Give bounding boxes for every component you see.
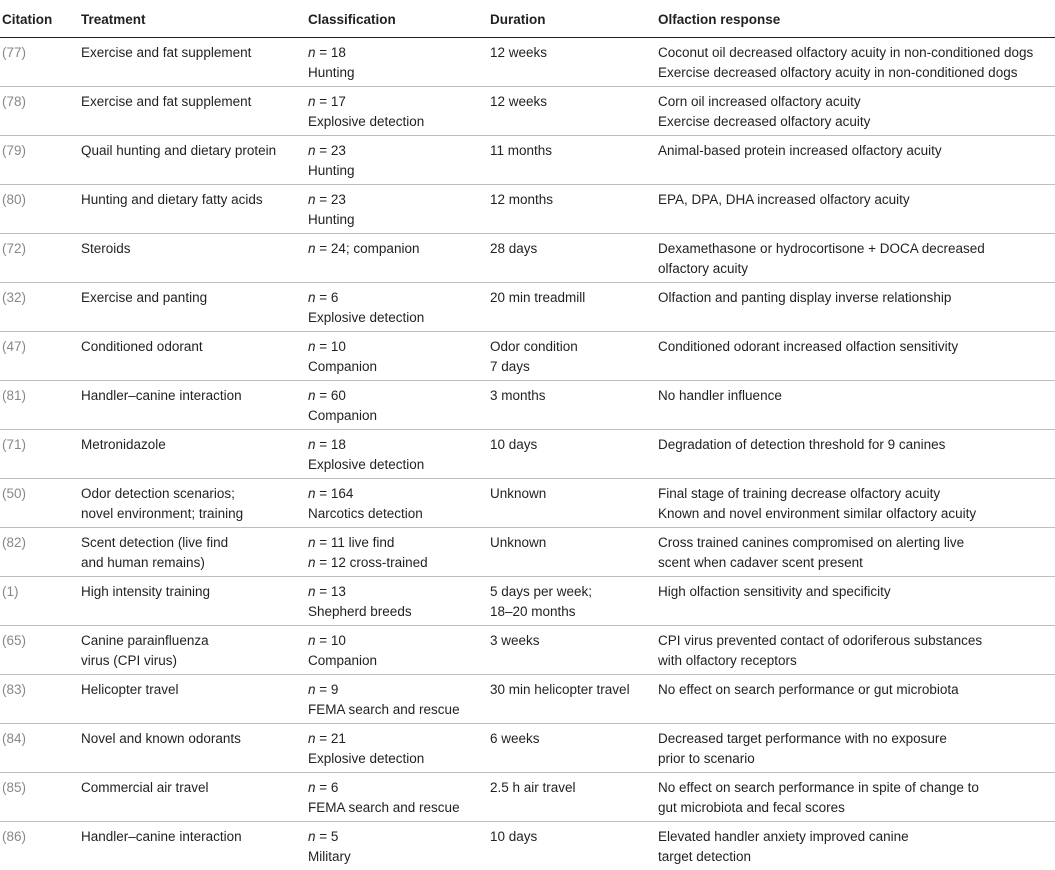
classification-cell [308, 430, 490, 479]
table-row [0, 185, 1055, 234]
olfaction-response-cell [658, 332, 1055, 381]
citation-cell: (50) [0, 479, 81, 528]
treatment-line: High intensity training [81, 582, 308, 602]
classification-text: = 18 [316, 45, 346, 60]
treatment-line: Novel and known odorants [81, 729, 308, 749]
olfaction-response-line: No handler influence [658, 386, 1055, 406]
table-row [0, 430, 1055, 479]
classification-cell [308, 724, 490, 773]
citation-cell: (83) [0, 675, 81, 724]
olfaction-response-cell [658, 675, 1055, 724]
classification-text: = 21 [316, 731, 346, 746]
classification-line [308, 141, 490, 161]
citation-cell: (78) [0, 87, 81, 136]
header-duration: Duration [490, 0, 658, 38]
duration-cell [490, 724, 658, 773]
duration-line: 28 days [490, 239, 658, 259]
table-row [0, 38, 1055, 87]
classification-cell [308, 234, 490, 283]
citation-cell: (80) [0, 185, 81, 234]
classification-text: FEMA search and rescue [308, 800, 460, 815]
classification-text: = 18 [316, 437, 346, 452]
treatment-line: Quail hunting and dietary protein [81, 141, 308, 161]
duration-line: 3 months [490, 386, 658, 406]
table-row [0, 822, 1055, 870]
table-row [0, 479, 1055, 528]
sample-size-symbol: n [308, 535, 316, 550]
classification-line [308, 749, 490, 769]
classification-cell [308, 626, 490, 675]
treatment-line: Commercial air travel [81, 778, 308, 798]
duration-line: 10 days [490, 435, 658, 455]
treatment-line: novel environment; training [81, 504, 308, 524]
classification-text: Hunting [308, 212, 355, 227]
olfaction-response-line: EPA, DPA, DHA increased olfactory acuity [658, 190, 1055, 210]
olfaction-response-line: Decreased target performance with no exposure [658, 729, 1055, 749]
duration-cell [490, 528, 658, 577]
olfaction-response-line: Coconut oil decreased olfactory acuity in non-conditioned dogs [658, 43, 1055, 63]
citation-cell: (79) [0, 136, 81, 185]
classification-text: Narcotics detection [308, 506, 423, 521]
classification-text: Explosive detection [308, 457, 424, 472]
classification-line [308, 798, 490, 818]
treatment-line: Canine parainfluenza [81, 631, 308, 651]
table-row [0, 87, 1055, 136]
classification-text: = 6 [316, 290, 339, 305]
treatment-cell [81, 528, 308, 577]
classification-text: = 17 [316, 94, 346, 109]
olfaction-response-cell [658, 479, 1055, 528]
olfaction-response-cell [658, 283, 1055, 332]
olfaction-response-cell [658, 381, 1055, 430]
classification-text: = 23 [316, 192, 346, 207]
duration-cell [490, 234, 658, 283]
sample-size-symbol: n [308, 555, 316, 570]
classification-text: = 10 [316, 633, 346, 648]
duration-cell [490, 185, 658, 234]
classification-text: = 12 cross-trained [316, 555, 428, 570]
duration-line: 5 days per week; [490, 582, 658, 602]
classification-cell [308, 479, 490, 528]
olfaction-response-line: CPI virus prevented contact of odoriferous substances [658, 631, 1055, 651]
classification-line [308, 631, 490, 651]
olfaction-response-cell [658, 773, 1055, 822]
treatment-line: Steroids [81, 239, 308, 259]
classification-line [308, 92, 490, 112]
treatment-line: Odor detection scenarios; [81, 484, 308, 504]
table-row [0, 136, 1055, 185]
table-row [0, 577, 1055, 626]
olfaction-response-line: Animal-based protein increased olfactory acuity [658, 141, 1055, 161]
sample-size-symbol: n [308, 780, 316, 795]
treatment-line: Scent detection (live find [81, 533, 308, 553]
olfaction-response-cell [658, 822, 1055, 870]
duration-cell [490, 87, 658, 136]
header-treatment: Treatment [81, 0, 308, 38]
table-body [0, 38, 1055, 870]
classification-cell [308, 87, 490, 136]
classification-text: Explosive detection [308, 310, 424, 325]
classification-text: Companion [308, 359, 377, 374]
duration-line: 11 months [490, 141, 658, 161]
treatment-line: Exercise and panting [81, 288, 308, 308]
classification-line [308, 210, 490, 230]
classification-text: = 23 [316, 143, 346, 158]
treatment-line: and human remains) [81, 553, 308, 573]
sample-size-symbol: n [308, 45, 316, 60]
classification-line [308, 288, 490, 308]
treatment-cell [81, 822, 308, 870]
duration-cell [490, 381, 658, 430]
table-row [0, 283, 1055, 332]
sample-size-symbol: n [308, 633, 316, 648]
olfaction-response-line: prior to scenario [658, 749, 1055, 769]
classification-line [308, 112, 490, 132]
classification-text: = 9 [316, 682, 339, 697]
duration-line: Unknown [490, 484, 658, 504]
classification-cell [308, 38, 490, 87]
duration-cell [490, 136, 658, 185]
sample-size-symbol: n [308, 437, 316, 452]
olfaction-response-cell [658, 430, 1055, 479]
header-citation: Citation [0, 0, 81, 38]
classification-line [308, 582, 490, 602]
table-row [0, 528, 1055, 577]
treatment-cell [81, 234, 308, 283]
treatment-cell [81, 479, 308, 528]
citation-cell: (65) [0, 626, 81, 675]
classification-line [308, 504, 490, 524]
olfaction-response-line: Corn oil increased olfactory acuity [658, 92, 1055, 112]
sample-size-symbol: n [308, 339, 316, 354]
classification-text: = 24; companion [316, 241, 420, 256]
classification-cell [308, 822, 490, 870]
table-row [0, 626, 1055, 675]
citation-cell: (85) [0, 773, 81, 822]
classification-line [308, 357, 490, 377]
sample-size-symbol: n [308, 584, 316, 599]
classification-line [308, 700, 490, 720]
classification-cell [308, 136, 490, 185]
olfaction-response-cell [658, 38, 1055, 87]
duration-line: 6 weeks [490, 729, 658, 749]
classification-text: Shepherd breeds [308, 604, 412, 619]
table-row [0, 675, 1055, 724]
olfaction-response-cell [658, 528, 1055, 577]
table-row [0, 234, 1055, 283]
classification-cell [308, 332, 490, 381]
duration-line: 20 min treadmill [490, 288, 658, 308]
treatment-line: Helicopter travel [81, 680, 308, 700]
treatment-cell [81, 577, 308, 626]
treatment-cell [81, 626, 308, 675]
classification-line [308, 553, 490, 573]
olfaction-response-line: Elevated handler anxiety improved canine [658, 827, 1055, 847]
treatment-line: Conditioned odorant [81, 337, 308, 357]
sample-size-symbol: n [308, 290, 316, 305]
olfaction-response-line: Conditioned odorant increased olfaction sensitivity [658, 337, 1055, 357]
duration-line: 2.5 h air travel [490, 778, 658, 798]
classification-line [308, 602, 490, 622]
duration-cell [490, 675, 658, 724]
olfaction-response-line: Exercise decreased olfactory acuity in non-conditioned dogs [658, 63, 1055, 83]
duration-cell [490, 773, 658, 822]
sample-size-symbol: n [308, 829, 316, 844]
duration-cell [490, 283, 658, 332]
classification-cell [308, 675, 490, 724]
olfaction-response-cell [658, 234, 1055, 283]
duration-line: 10 days [490, 827, 658, 847]
classification-line [308, 43, 490, 63]
olfaction-response-line: No effect on search performance in spite of change to [658, 778, 1055, 798]
classification-line [308, 847, 490, 867]
classification-text: Explosive detection [308, 751, 424, 766]
olfaction-response-line: target detection [658, 847, 1055, 867]
classification-text: Hunting [308, 65, 355, 80]
classification-line [308, 337, 490, 357]
sample-size-symbol: n [308, 486, 316, 501]
sample-size-symbol: n [308, 94, 316, 109]
header-row [0, 0, 1055, 38]
duration-cell [490, 626, 658, 675]
duration-cell [490, 822, 658, 870]
olfaction-response-line: gut microbiota and fecal scores [658, 798, 1055, 818]
citation-cell: (77) [0, 38, 81, 87]
classification-text: = 13 [316, 584, 346, 599]
treatment-line: Hunting and dietary fatty acids [81, 190, 308, 210]
sample-size-symbol: n [308, 682, 316, 697]
treatment-cell [81, 38, 308, 87]
classification-text: = 60 [316, 388, 346, 403]
treatment-cell [81, 136, 308, 185]
sample-size-symbol: n [308, 731, 316, 746]
duration-cell [490, 577, 658, 626]
classification-text: = 11 live find [316, 535, 395, 550]
treatment-cell [81, 381, 308, 430]
treatment-line: Exercise and fat supplement [81, 92, 308, 112]
olfaction-response-line: Exercise decreased olfactory acuity [658, 112, 1055, 132]
duration-line: 7 days [490, 357, 658, 377]
classification-line [308, 680, 490, 700]
classification-text: Companion [308, 653, 377, 668]
duration-line: 12 weeks [490, 92, 658, 112]
treatment-cell [81, 430, 308, 479]
classification-line [308, 406, 490, 426]
classification-line [308, 190, 490, 210]
classification-line [308, 435, 490, 455]
classification-cell [308, 381, 490, 430]
olfaction-response-line: olfactory acuity [658, 259, 1055, 279]
classification-line [308, 778, 490, 798]
olfaction-response-cell [658, 626, 1055, 675]
treatment-cell [81, 283, 308, 332]
olfaction-response-cell [658, 136, 1055, 185]
treatment-line: Handler–canine interaction [81, 827, 308, 847]
treatment-cell [81, 724, 308, 773]
classification-text: Military [308, 849, 351, 864]
citation-cell: (1) [0, 577, 81, 626]
treatment-cell [81, 332, 308, 381]
classification-cell [308, 577, 490, 626]
classification-line [308, 455, 490, 475]
classification-line [308, 827, 490, 847]
header-olfaction-response: Olfaction response [658, 0, 1055, 38]
sample-size-symbol: n [308, 143, 316, 158]
classification-line [308, 161, 490, 181]
duration-cell [490, 479, 658, 528]
olfaction-response-line: with olfactory receptors [658, 651, 1055, 671]
classification-line [308, 308, 490, 328]
treatment-line: Metronidazole [81, 435, 308, 455]
treatment-cell [81, 675, 308, 724]
classification-text: FEMA search and rescue [308, 702, 460, 717]
treatment-line: virus (CPI virus) [81, 651, 308, 671]
classification-cell [308, 528, 490, 577]
classification-text: Hunting [308, 163, 355, 178]
classification-line [308, 729, 490, 749]
duration-cell [490, 332, 658, 381]
classification-cell [308, 773, 490, 822]
duration-line: 12 weeks [490, 43, 658, 63]
citation-cell: (72) [0, 234, 81, 283]
olfaction-response-cell [658, 577, 1055, 626]
citation-cell: (32) [0, 283, 81, 332]
classification-line [308, 533, 490, 553]
duration-line: Unknown [490, 533, 658, 553]
olfaction-response-line: scent when cadaver scent present [658, 553, 1055, 573]
treatment-cell [81, 185, 308, 234]
olfaction-response-line: Final stage of training decrease olfactory acuity [658, 484, 1055, 504]
citation-cell: (84) [0, 724, 81, 773]
treatment-cell [81, 87, 308, 136]
classification-text: = 10 [316, 339, 346, 354]
classification-line [308, 484, 490, 504]
olfaction-response-line: Known and novel environment similar olfactory acuity [658, 504, 1055, 524]
sample-size-symbol: n [308, 192, 316, 207]
duration-line: Odor condition [490, 337, 658, 357]
duration-line: 18–20 months [490, 602, 658, 622]
citation-cell: (47) [0, 332, 81, 381]
table-row [0, 773, 1055, 822]
classification-line [308, 63, 490, 83]
classification-cell [308, 185, 490, 234]
duration-cell [490, 38, 658, 87]
classification-line [308, 239, 490, 259]
duration-line: 30 min helicopter travel [490, 680, 658, 700]
treatment-cell [81, 773, 308, 822]
citation-cell: (86) [0, 822, 81, 870]
sample-size-symbol: n [308, 388, 316, 403]
classification-text: = 164 [316, 486, 354, 501]
olfaction-response-cell [658, 724, 1055, 773]
classification-text: = 5 [316, 829, 339, 844]
olfaction-response-line: High olfaction sensitivity and specificity [658, 582, 1055, 602]
classification-text: Explosive detection [308, 114, 424, 129]
olfaction-response-cell [658, 87, 1055, 136]
treatment-line: Exercise and fat supplement [81, 43, 308, 63]
table-row [0, 724, 1055, 773]
table-row [0, 332, 1055, 381]
olfaction-response-line: Olfaction and panting display inverse relationship [658, 288, 1055, 308]
sample-size-symbol: n [308, 241, 316, 256]
classification-text: Companion [308, 408, 377, 423]
olfaction-response-line: Degradation of detection threshold for 9 canines [658, 435, 1055, 455]
classification-line [308, 651, 490, 671]
treatment-line: Handler–canine interaction [81, 386, 308, 406]
olfaction-response-line: Dexamethasone or hydrocortisone + DOCA decreased [658, 239, 1055, 259]
duration-line: 12 months [490, 190, 658, 210]
olfaction-response-line: No effect on search performance or gut microbiota [658, 680, 1055, 700]
header-classification: Classification [308, 0, 490, 38]
classification-text: = 6 [316, 780, 339, 795]
citation-cell: (71) [0, 430, 81, 479]
olfaction-response-cell [658, 185, 1055, 234]
citation-cell: (82) [0, 528, 81, 577]
citation-cell: (81) [0, 381, 81, 430]
duration-line: 3 weeks [490, 631, 658, 651]
classification-line [308, 386, 490, 406]
olfaction-response-line: Cross trained canines compromised on alerting live [658, 533, 1055, 553]
duration-cell [490, 430, 658, 479]
classification-cell [308, 283, 490, 332]
table-row [0, 381, 1055, 430]
